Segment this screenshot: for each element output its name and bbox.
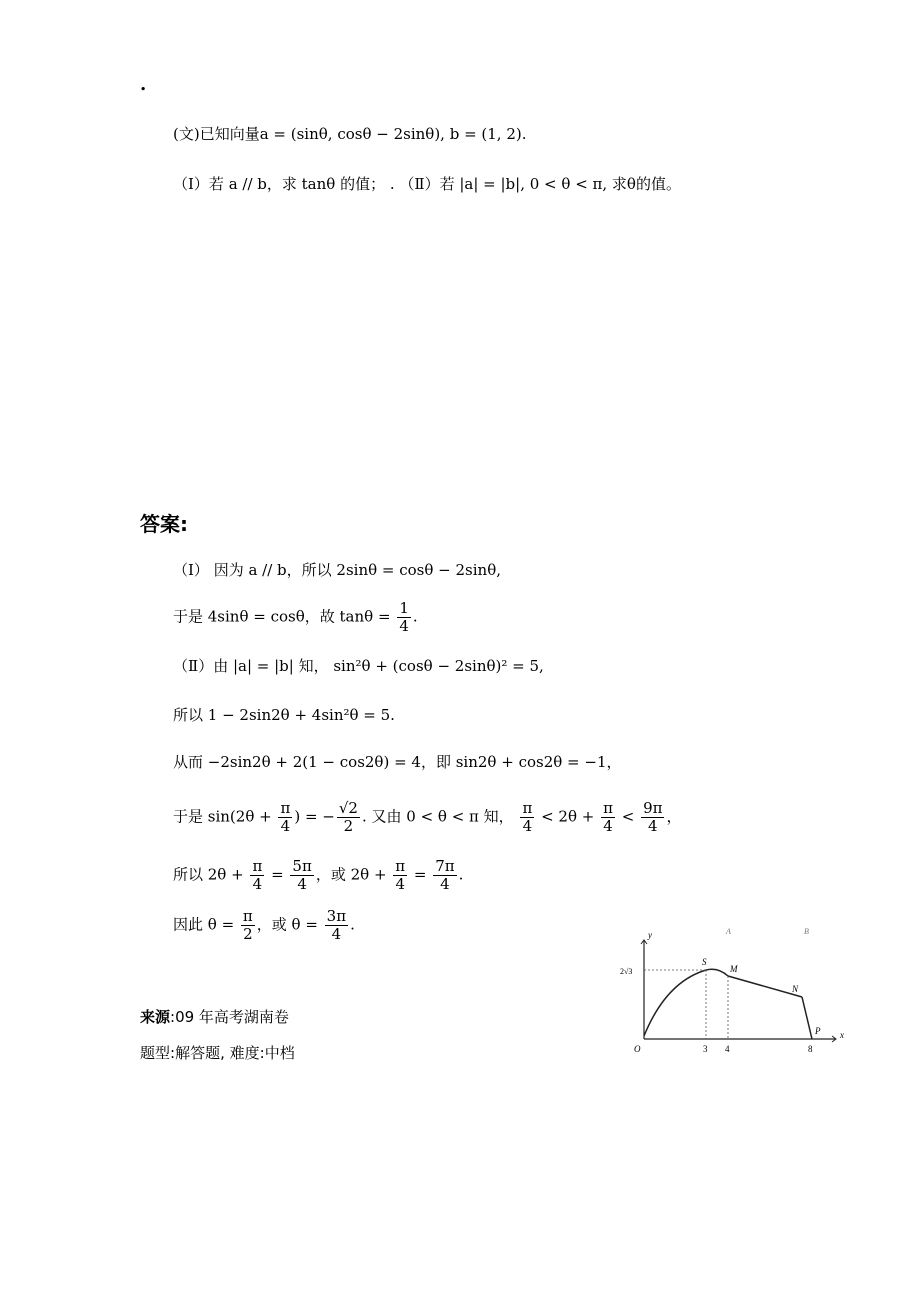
source-value: :09 年高考湖南卷	[170, 1008, 289, 1026]
fraction	[278, 800, 292, 835]
fraction	[393, 858, 407, 893]
x-tick-8: 8	[808, 1044, 813, 1054]
text-segment: 因此 θ =	[173, 915, 239, 934]
text-segment: 所以 2θ +	[173, 865, 249, 884]
text-segment: =	[266, 865, 289, 884]
numerator: 5π	[292, 857, 312, 875]
denominator: 4	[603, 817, 613, 835]
numerator: π	[603, 799, 613, 817]
difficulty-value: :中档	[259, 1044, 295, 1062]
fraction	[433, 858, 456, 893]
numerator: 7π	[435, 857, 455, 875]
page-dot: .	[140, 74, 147, 95]
point-s-label: S	[702, 957, 707, 967]
answer-line-6	[173, 800, 682, 835]
fraction	[337, 800, 360, 835]
text-segment: < 2θ +	[536, 807, 600, 826]
point-n-label: N	[792, 984, 799, 994]
difficulty-label: 难度	[229, 1044, 260, 1062]
source-label: 来源	[140, 1008, 171, 1026]
type-value: :解答题	[170, 1044, 221, 1062]
numerator: π	[522, 799, 533, 817]
numerator: 1	[399, 599, 409, 617]
text-segment: ，或 2θ +	[315, 865, 392, 884]
segment-mn	[728, 976, 802, 997]
point-p-label: P	[815, 1026, 821, 1036]
numerator: π	[395, 857, 406, 875]
point-m-label: M	[730, 964, 738, 974]
denominator: 4	[280, 817, 291, 835]
text-segment: 于是 4sinθ = cosθ，故 tanθ =	[173, 607, 396, 626]
answer-line-8	[173, 908, 355, 943]
fraction	[397, 600, 411, 635]
denominator: 4	[395, 875, 405, 893]
denominator: 2	[343, 817, 354, 835]
origin-label: O	[634, 1044, 641, 1054]
function-graph-figure	[596, 924, 852, 1080]
fraction	[290, 858, 313, 893]
segment-np	[802, 997, 812, 1039]
answer-line-2	[173, 600, 418, 635]
stray-mark-b: B	[804, 927, 809, 936]
answer-line-7	[173, 858, 463, 893]
denominator: 4	[648, 817, 658, 835]
separator: ,	[220, 1044, 230, 1062]
x-tick-4: 4	[725, 1044, 730, 1054]
text-segment: .	[412, 607, 418, 626]
numerator: π	[252, 857, 263, 875]
denominator: 4	[297, 875, 307, 893]
answer-line-3: （Ⅱ）由 |a| = |b| 知， sin²θ + (cosθ − 2sinθ)² = 5,	[173, 657, 544, 675]
text-segment: .	[458, 865, 464, 884]
numerator: √2	[338, 799, 358, 817]
text-segment: ) = −	[294, 807, 335, 826]
text-segment: ，	[666, 807, 682, 826]
fraction	[241, 908, 255, 943]
answer-line-5: 从而 −2sin2θ + 2(1 − cos2θ) = 4，即 sin2θ + cos2θ = −1，	[173, 753, 622, 771]
answer-line-4: 所以 1 − 2sin2θ + 4sin²θ = 5.	[173, 706, 395, 724]
curve-os	[644, 970, 706, 1036]
x-axis-label: x	[840, 1030, 844, 1040]
fraction	[520, 800, 534, 835]
type-label: 题型	[140, 1044, 171, 1062]
curve-sm	[706, 969, 728, 976]
text-segment: =	[409, 865, 432, 884]
numerator: π	[242, 907, 253, 925]
fraction	[601, 800, 615, 835]
denominator: 4	[252, 875, 263, 893]
text-segment: . 又由 0 < θ < π 知，	[361, 807, 519, 826]
numerator: 9π	[643, 799, 663, 817]
denominator: 4	[522, 817, 533, 835]
fraction	[325, 908, 348, 943]
text-segment: 于是 sin(2θ +	[173, 807, 277, 826]
denominator: 2	[243, 925, 253, 943]
stray-mark-a: A	[726, 927, 731, 936]
denominator: 4	[440, 875, 450, 893]
answer-title: 答案:	[140, 512, 188, 536]
answer-line-1: （Ⅰ） 因为 a // b，所以 2sinθ = cosθ − 2sinθ,	[173, 561, 502, 579]
text-segment: .	[350, 915, 355, 934]
fraction	[641, 800, 664, 835]
text-segment: ，或 θ =	[256, 915, 323, 934]
y-tick-label: 2√3	[620, 967, 633, 976]
source-line	[140, 1006, 289, 1027]
text-segment: <	[616, 807, 640, 826]
type-line	[140, 1042, 295, 1063]
y-axis-label: y	[648, 930, 652, 940]
denominator: 4	[399, 617, 409, 635]
problem-statement: (文)已知向量a = (sinθ, cosθ − 2sinθ), b = (1, 2).	[173, 125, 527, 143]
x-tick-3: 3	[703, 1044, 708, 1054]
denominator: 4	[331, 925, 342, 943]
numerator: π	[280, 799, 291, 817]
numerator: 3π	[326, 907, 347, 925]
fraction	[250, 858, 264, 893]
problem-parts: （Ⅰ）若 a // b，求 tanθ 的值； . （Ⅱ）若 |a| = |b|, 0 < θ < π, 求θ的值。	[173, 175, 681, 193]
